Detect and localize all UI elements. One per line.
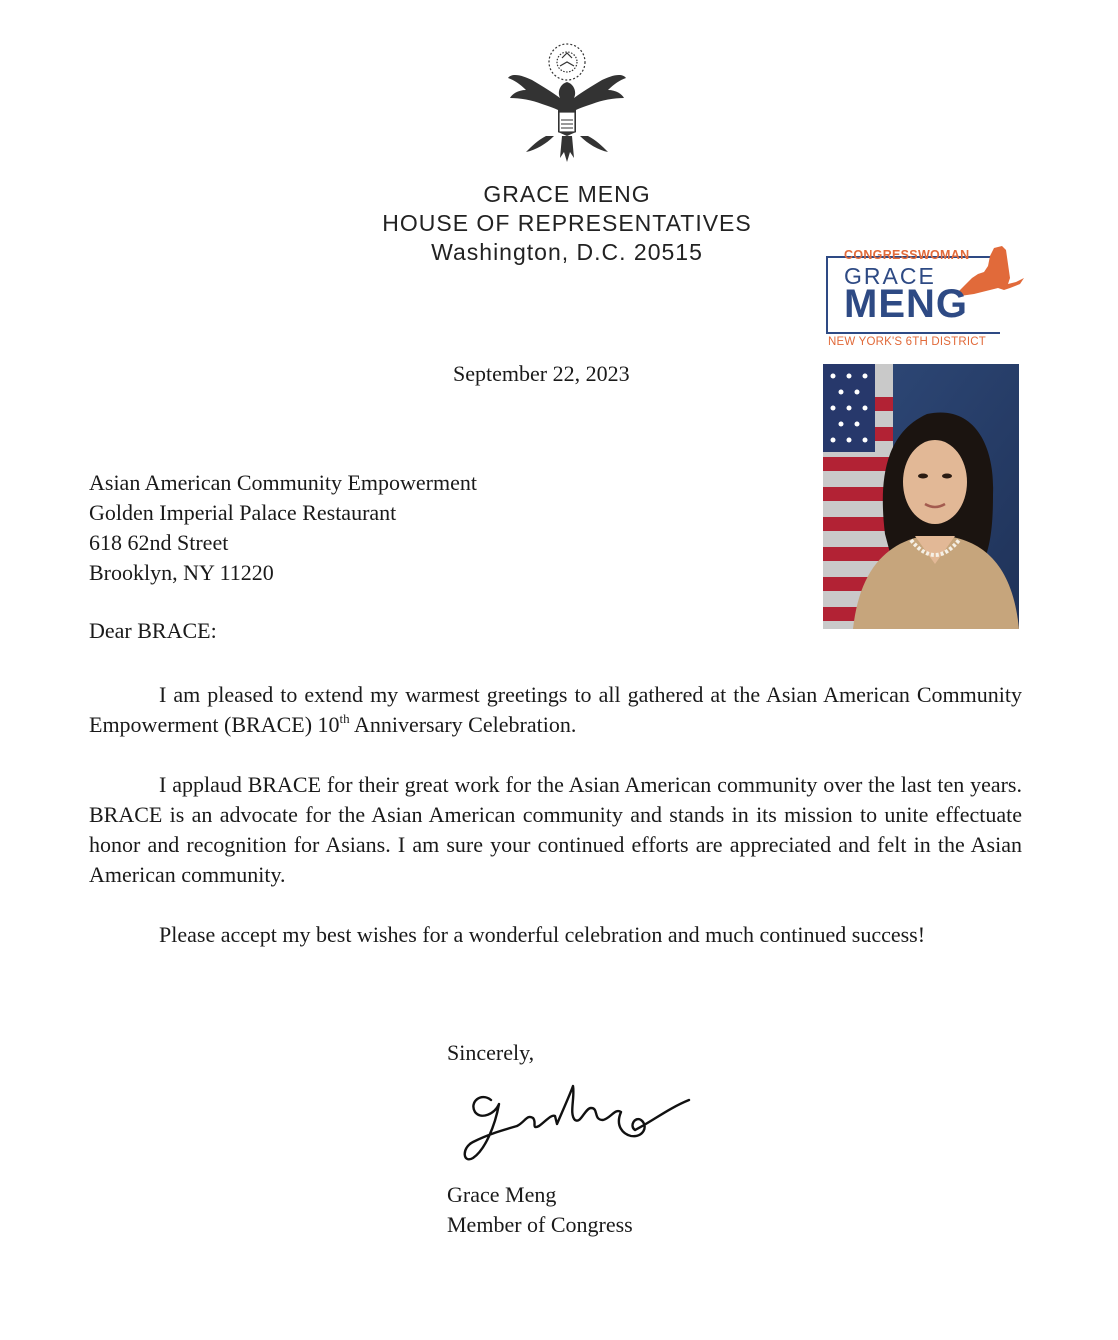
recipient-line: 618 62nd Street <box>89 530 229 555</box>
closing: Sincerely, <box>447 1040 535 1065</box>
logo-first-name: GRACE <box>844 263 936 289</box>
body-paragraph-1 <box>89 680 1022 740</box>
recipient-line: Golden Imperial Palace Restaurant <box>89 500 397 525</box>
letterhead <box>300 180 834 267</box>
signer-title: Member of Congress <box>447 1212 633 1237</box>
letterhead-name: GRACE MENG <box>483 181 651 207</box>
logo-bottom-text: NEW YORK'S 6TH DISTRICT <box>828 336 987 348</box>
letter-date: September 22, 2023 <box>453 361 630 386</box>
recipient-line: Brooklyn, NY 11220 <box>89 560 274 585</box>
handwritten-signature <box>455 1078 705 1173</box>
house-seal-emblem <box>502 40 632 170</box>
p1-text-before: I am pleased to extend my warmest greetings to all gathered at the Asian American Community Empowerment (BRACE) 10 <box>89 682 1022 737</box>
p1-superscript: th <box>339 711 350 726</box>
p1-text-after: Anniversary Celebration. <box>349 712 577 737</box>
p2-text: I applaud BRACE for their great work for the Asian American community over the last ten years. BRACE is an advocate for the Asian American community and stands in its mission to unite effectuate honor and recognition for Asians. I am sure your continued efforts are appreciated and felt in the Asian American community. <box>89 772 1022 887</box>
signer-name: Grace Meng <box>447 1182 557 1207</box>
body-paragraph-2 <box>89 770 1022 890</box>
p3-text: Please accept my best wishes for a wonderful celebration and much continued success! <box>159 922 926 947</box>
letterhead-city: Washington, D.C. 20515 <box>431 239 703 265</box>
logo-top-text: CONGRESSWOMAN <box>844 248 970 262</box>
signer-block <box>447 1180 633 1240</box>
logo-last-name: MENG <box>844 282 968 326</box>
congresswoman-logo <box>826 244 1022 354</box>
recipient-address <box>89 468 477 588</box>
salutation: Dear BRACE: <box>89 618 217 643</box>
recipient-line: Asian American Community Empowerment <box>89 470 477 495</box>
letterhead-office: HOUSE OF REPRESENTATIVES <box>382 210 752 236</box>
body-paragraph-3 <box>89 920 1022 950</box>
portrait-photo <box>823 364 1019 629</box>
